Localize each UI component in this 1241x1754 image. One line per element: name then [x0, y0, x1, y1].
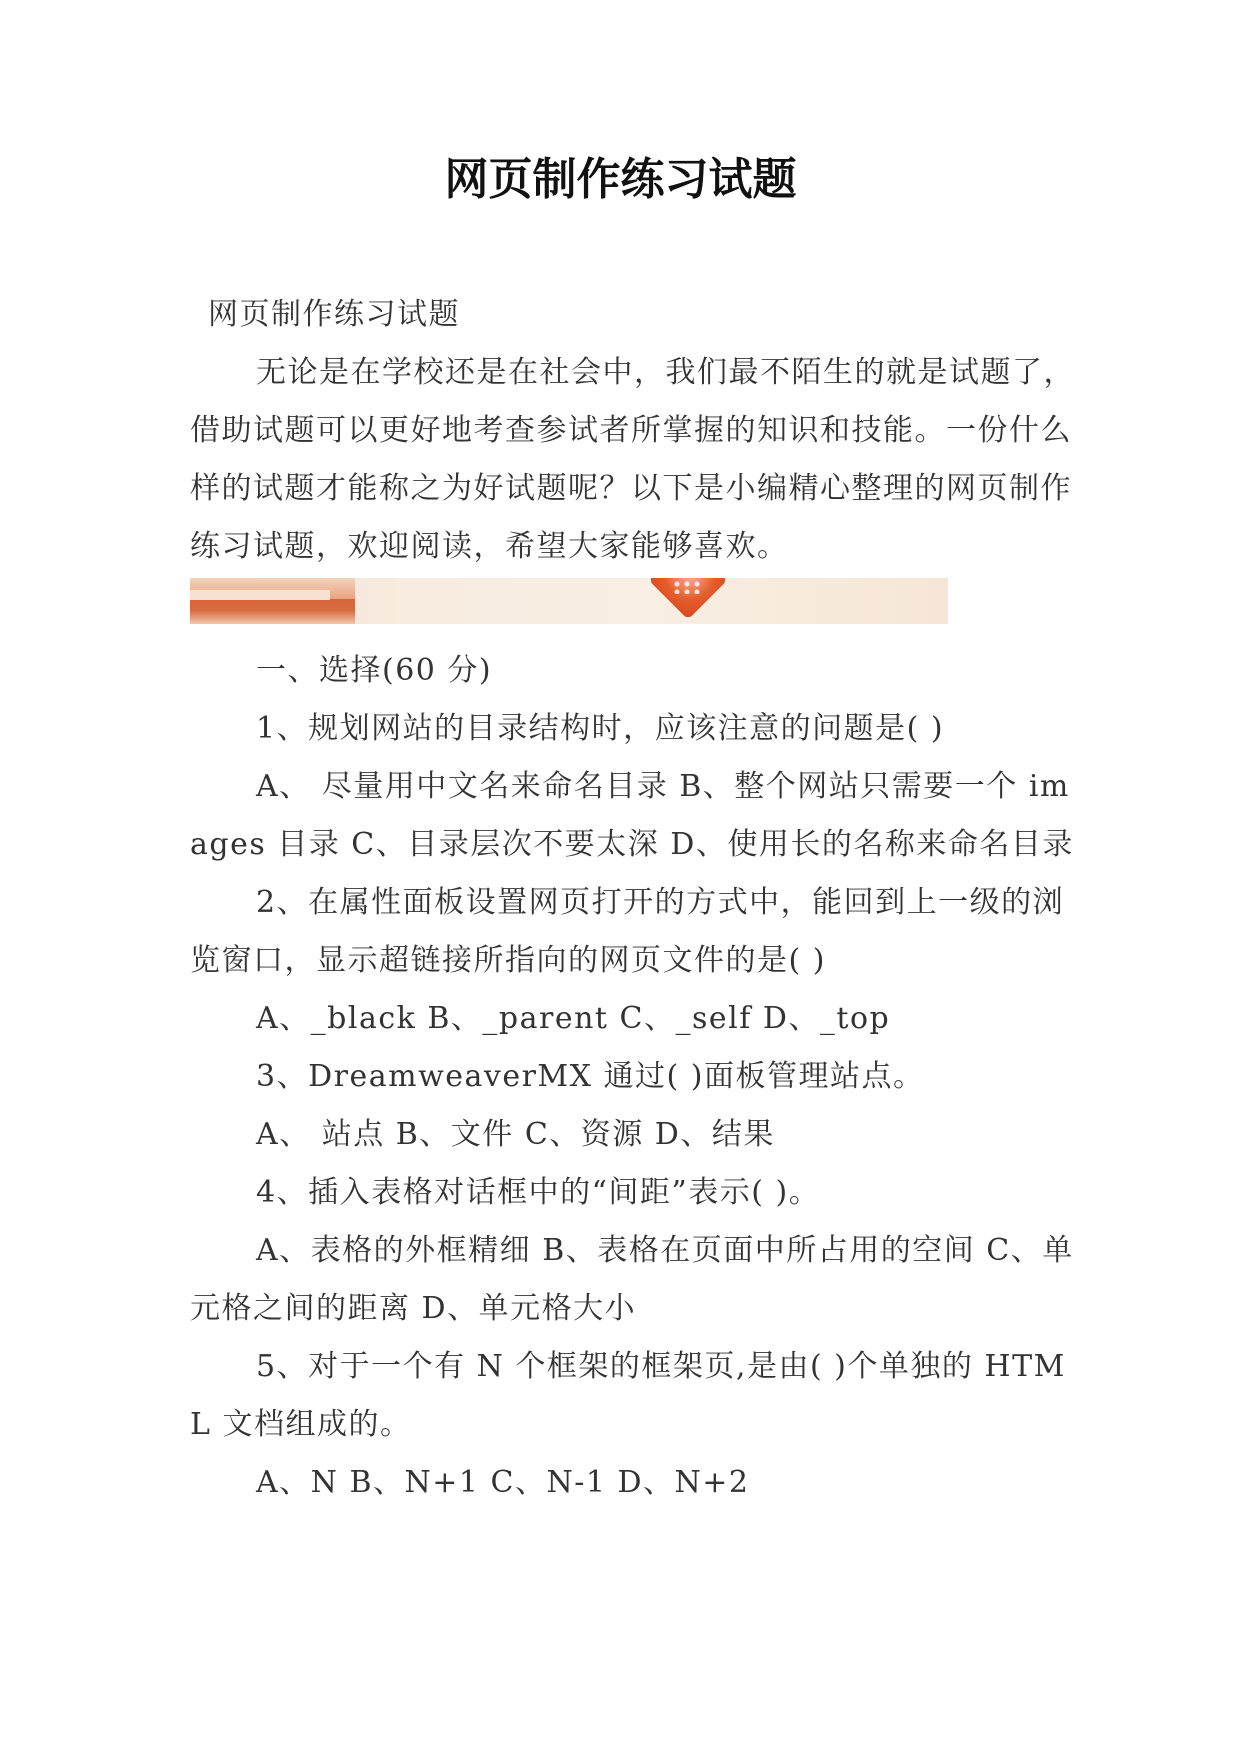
question-options: A、 尽量用中文名来命名目录 B、整个网站只需要一个 images 目录 C、目录层次不要太深 D、使用长的名称来命名目录	[190, 769, 1074, 862]
decorative-banner-image	[190, 578, 948, 624]
question-stem: 4、插入表格对话框中的“间距”表示( )。	[256, 1175, 821, 1210]
intro-heading: 网页制作练习试题	[208, 297, 460, 332]
question-stem: 5、对于一个有 N 个框架的框架页,是由( )个单独的 HTML 文档组成的。	[190, 1349, 1066, 1442]
question-1	[190, 700, 1080, 874]
question-stem: 1、规划网站的目录结构时，应该注意的问题是( )	[256, 711, 945, 746]
question-options: A、 站点 B、文件 C、资源 D、结果	[256, 1117, 775, 1152]
question-4	[190, 1164, 1080, 1338]
question-3	[190, 1048, 1080, 1164]
banner-stripe-shape	[190, 578, 355, 624]
question-stem: 3、DreamweaverMX 通过( )面板管理站点。	[256, 1059, 925, 1094]
question-2	[190, 874, 1080, 1048]
banner-stripe-highlight	[190, 590, 330, 600]
document-title: 网页制作练习试题	[444, 154, 797, 205]
heart-dots-pattern	[672, 580, 702, 594]
section-heading: 一、选择(60 分)	[256, 653, 493, 688]
question-options: A、_black B、_parent C、_self D、_top	[256, 1001, 891, 1036]
question-5	[190, 1338, 1080, 1512]
intro-paragraph: 无论是在学校还是在社会中，我们最不陌生的就是试题了，借助试题可以更好地考查参试者所掌握的知识和技能。一份什么样的试题才能称之为好试题呢？以下是小编精心整理的网页制作练习试题，欢迎阅读，希望大家能够喜欢。	[190, 355, 1075, 564]
document-body	[190, 286, 1080, 1512]
question-options: A、N B、N+1 C、N-1 D、N+2	[256, 1465, 750, 1500]
question-stem: 2、在属性面板设置网页打开的方式中，能回到上一级的浏览窗口，显示超链接所指向的网页文件的是( )	[190, 885, 1065, 978]
question-options: A、表格的外框精细 B、表格在页面中所占用的空间 C、单元格之间的距离 D、单元格大小	[190, 1233, 1074, 1326]
